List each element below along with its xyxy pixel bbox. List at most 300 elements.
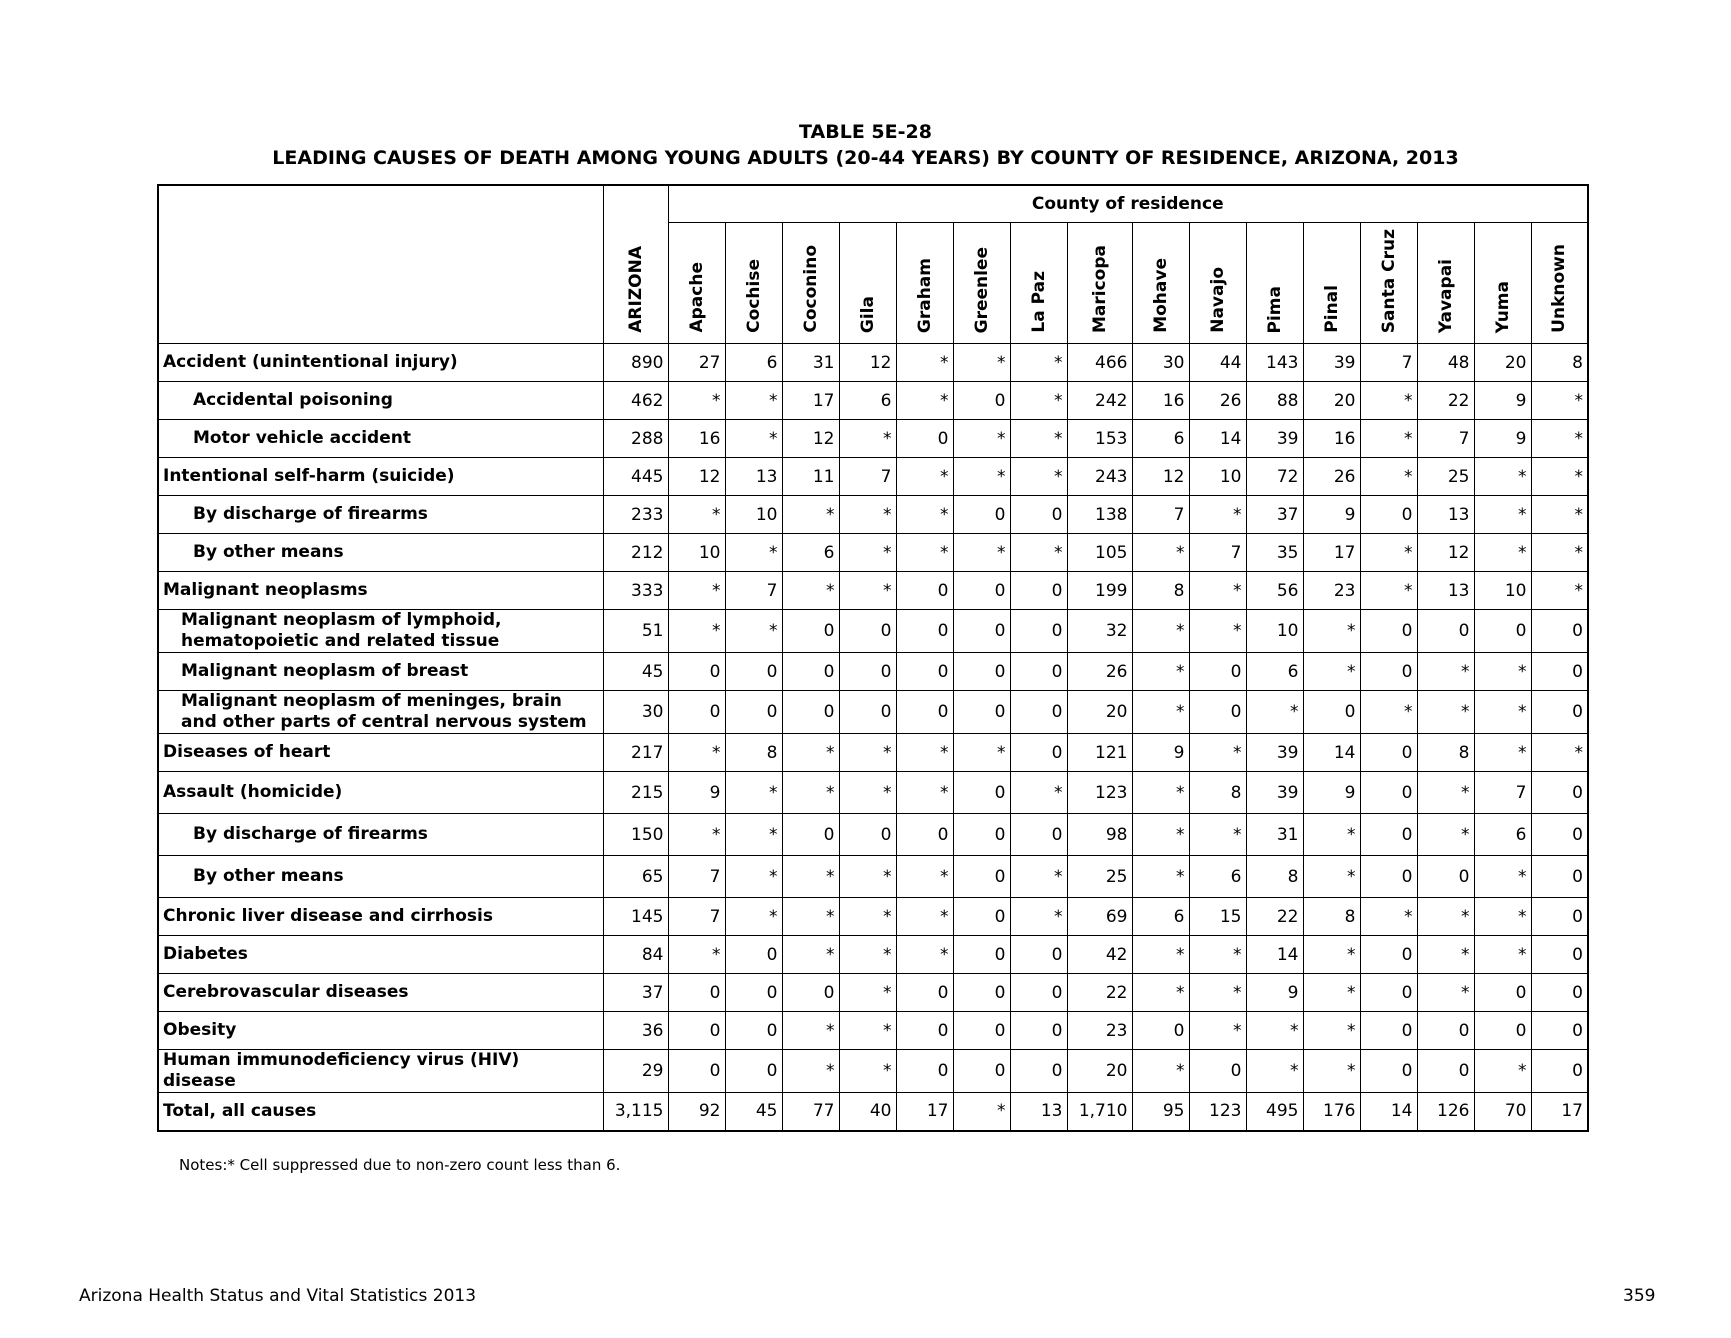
cell-county: * [1417,898,1474,936]
cell-county: 0 [1132,1012,1189,1050]
cell-county: * [1246,691,1303,734]
cause-label: Malignant neoplasms [158,572,603,610]
column-header-county [1189,223,1246,344]
cell-county: 9 [1474,382,1531,420]
cell-county: * [725,534,782,572]
cell-county: * [1132,936,1189,974]
cell-county: * [839,1012,896,1050]
cell-county: 0 [953,856,1010,898]
cell-county: 8 [1417,734,1474,772]
cause-label: Motor vehicle accident [158,420,603,458]
cause-label: Obesity [158,1012,603,1050]
cell-county: 10 [1246,610,1303,653]
cell-county: 12 [1132,458,1189,496]
cell-county: * [839,420,896,458]
cell-county: 48 [1417,344,1474,382]
table-row [158,496,1588,534]
cell-arizona: 51 [603,610,668,653]
column-header-label: Yuma [1492,280,1513,333]
cell-county: 7 [1474,772,1531,814]
cell-county: * [1474,898,1531,936]
cell-county: 0 [1531,691,1588,734]
cell-county: 0 [1360,1012,1417,1050]
table-row [158,974,1588,1012]
cell-county: 0 [725,1012,782,1050]
cell-county: 35 [1246,534,1303,572]
cell-county: 39 [1246,772,1303,814]
cell-county: * [1132,974,1189,1012]
cell-county: 39 [1246,420,1303,458]
cell-county: 0 [839,814,896,856]
cause-label: Diabetes [158,936,603,974]
column-header-label: Coconino [800,245,821,333]
cell-county: * [1417,772,1474,814]
cell-county: 105 [1067,534,1132,572]
cell-county: * [1010,458,1067,496]
column-header-county [1360,223,1417,344]
cell-county: * [1189,974,1246,1012]
cell-county: * [1132,653,1189,691]
cell-county: 14 [1303,734,1360,772]
cell-county: 0 [1010,974,1067,1012]
cell-county: * [1132,772,1189,814]
table-row [158,534,1588,572]
column-header-county [839,223,896,344]
cell-county: * [839,572,896,610]
column-header-county [1474,223,1531,344]
cell-county: 17 [896,1093,953,1131]
cell-county: * [1189,734,1246,772]
cell-county: 0 [896,1050,953,1093]
cell-county: 22 [1246,898,1303,936]
cell-county: * [1417,691,1474,734]
cell-county: 0 [953,974,1010,1012]
cell-county: 0 [725,653,782,691]
cell-county: * [1132,691,1189,734]
cell-county: * [668,382,725,420]
cell-county: 0 [1417,1050,1474,1093]
cell-county: * [1360,691,1417,734]
cell-county: 0 [1360,936,1417,974]
cell-county: 15 [1189,898,1246,936]
cell-county: 56 [1246,572,1303,610]
cell-county: 0 [725,1050,782,1093]
header-blank-cell [158,185,603,344]
cell-county: * [1360,572,1417,610]
cell-county: * [1474,653,1531,691]
cell-county: 14 [1360,1093,1417,1131]
column-header-label: Pima [1264,285,1285,333]
cell-county: * [1010,534,1067,572]
table-row [158,344,1588,382]
cell-county: 6 [782,534,839,572]
cell-county: 10 [725,496,782,534]
cell-county: * [1303,856,1360,898]
cell-county: * [1303,814,1360,856]
cell-county: * [725,814,782,856]
cell-county: 17 [782,382,839,420]
cause-label: Assault (homicide) [158,772,603,814]
cell-county: 20 [1067,1050,1132,1093]
cell-county: 0 [953,1050,1010,1093]
table-row [158,1050,1588,1093]
cell-county: 0 [1360,496,1417,534]
cell-county: * [953,534,1010,572]
cell-county: 8 [1531,344,1588,382]
cell-county: 0 [1360,772,1417,814]
cell-county: 17 [1303,534,1360,572]
cell-county: 123 [1067,772,1132,814]
cell-county: * [1531,534,1588,572]
cause-label: Cerebrovascular diseases [158,974,603,1012]
cell-county: 0 [1474,1012,1531,1050]
county-of-residence-header: County of residence [668,185,1588,223]
cell-county: 0 [1189,1050,1246,1093]
cell-county: * [839,856,896,898]
column-header-label: Navajo [1207,267,1228,333]
cell-county: * [782,572,839,610]
cell-county: * [1010,382,1067,420]
cell-county: 88 [1246,382,1303,420]
cell-county: * [1417,653,1474,691]
cell-county: 6 [1132,420,1189,458]
cell-county: * [1132,610,1189,653]
cell-arizona: 462 [603,382,668,420]
cell-county: 0 [1531,856,1588,898]
cell-county: * [1531,382,1588,420]
cell-county: 9 [1303,496,1360,534]
cell-county: * [725,610,782,653]
cause-label: By discharge of firearms [158,496,603,534]
cell-county: 0 [1531,936,1588,974]
cause-label: Human immunodeficiency virus (HIV) disease [158,1050,603,1093]
cell-county: 0 [668,653,725,691]
cell-county: 0 [1010,610,1067,653]
column-header-county [1246,223,1303,344]
cell-county: * [1010,772,1067,814]
cell-county: 0 [1531,814,1588,856]
column-header-label: Mohave [1150,258,1171,333]
table-row [158,898,1588,936]
column-header-county [1132,223,1189,344]
cell-county: 9 [1303,772,1360,814]
cell-county: 11 [782,458,839,496]
cell-county: 123 [1189,1093,1246,1131]
cell-arizona: 30 [603,691,668,734]
cell-county: 25 [1067,856,1132,898]
cell-county: * [839,974,896,1012]
column-header-county [1067,223,1132,344]
cell-arizona: 890 [603,344,668,382]
cell-county: * [953,344,1010,382]
cell-county: * [839,936,896,974]
table-row [158,936,1588,974]
cell-county: 0 [1360,653,1417,691]
cell-county: 27 [668,344,725,382]
cell-county: * [896,856,953,898]
cell-county: * [1189,496,1246,534]
column-header-label: Santa Cruz [1378,228,1399,333]
cell-arizona: 233 [603,496,668,534]
cause-label: By discharge of firearms [158,814,603,856]
cell-county: 12 [668,458,725,496]
cell-county: 242 [1067,382,1132,420]
cell-county: 138 [1067,496,1132,534]
cell-arizona: 37 [603,974,668,1012]
cell-county: 0 [1531,610,1588,653]
cell-county: 23 [1303,572,1360,610]
cell-county: 0 [953,772,1010,814]
column-header-label: Graham [914,257,935,333]
cell-county: * [1417,974,1474,1012]
cell-county: * [1010,344,1067,382]
cell-county: 0 [896,974,953,1012]
cell-county: 12 [1417,534,1474,572]
cell-county: 0 [1417,610,1474,653]
cell-county: 13 [725,458,782,496]
cell-county: * [1531,572,1588,610]
cell-county: 0 [1010,572,1067,610]
cell-county: * [668,936,725,974]
cell-county: * [668,610,725,653]
cell-county: * [1303,974,1360,1012]
cell-county: 0 [1010,653,1067,691]
cell-county: * [1189,814,1246,856]
column-header-label: Cochise [743,259,764,333]
cell-county: * [782,496,839,534]
cell-county: 0 [1531,1050,1588,1093]
cell-county: 13 [1417,572,1474,610]
cell-county: 14 [1189,420,1246,458]
cell-county: 7 [1132,496,1189,534]
column-header-label: Greenlee [971,246,992,333]
cell-county: 0 [839,691,896,734]
cell-county: 8 [1246,856,1303,898]
cell-arizona: 445 [603,458,668,496]
cause-label: Accidental poisoning [158,382,603,420]
cell-county: * [1531,496,1588,534]
cell-county: 0 [1417,1012,1474,1050]
table-row [158,382,1588,420]
cell-county: 16 [1132,382,1189,420]
cell-county: 92 [668,1093,725,1131]
cell-county: * [1303,610,1360,653]
table-row [158,610,1588,653]
cell-county: 0 [1531,974,1588,1012]
cause-label: Total, all causes [158,1093,603,1131]
cell-county: 0 [1417,856,1474,898]
cell-county: * [1474,534,1531,572]
cell-county: 0 [1360,1050,1417,1093]
cell-county: 32 [1067,610,1132,653]
cell-county: * [839,1050,896,1093]
cell-county: * [782,734,839,772]
cell-arizona: 150 [603,814,668,856]
column-header-label: Yavapai [1435,258,1456,333]
cell-county: * [1360,458,1417,496]
column-header-county [896,223,953,344]
cell-county: * [896,458,953,496]
cell-county: * [1010,856,1067,898]
cell-county: 23 [1067,1012,1132,1050]
cell-county: 7 [668,856,725,898]
cause-label: Malignant neoplasm of meninges, brain and other parts of central nervous system [158,691,603,734]
cell-county: 0 [725,974,782,1012]
cause-label: By other means [158,856,603,898]
cell-county: * [782,772,839,814]
column-header-county [668,223,725,344]
cell-county: * [896,898,953,936]
cell-county: 0 [782,691,839,734]
column-header-county [782,223,839,344]
cell-county: 13 [1417,496,1474,534]
column-header-label: ARIZONA [625,246,646,333]
cell-county: * [1474,936,1531,974]
table-row [158,653,1588,691]
cell-county: * [1132,1050,1189,1093]
cell-county: * [1474,496,1531,534]
cell-county: 0 [1303,691,1360,734]
cell-county: * [839,898,896,936]
cell-arizona: 36 [603,1012,668,1050]
cell-county: * [1360,898,1417,936]
cell-county: 0 [839,653,896,691]
table-row [158,420,1588,458]
cell-county: * [1189,572,1246,610]
cell-county: * [668,814,725,856]
cell-county: 0 [1010,496,1067,534]
cell-county: * [953,458,1010,496]
table-row [158,458,1588,496]
cell-county: 6 [1474,814,1531,856]
cell-county: 0 [1360,856,1417,898]
cell-county: 0 [1474,610,1531,653]
cell-county: * [1303,653,1360,691]
cell-county: 0 [1010,814,1067,856]
cell-county: 0 [953,572,1010,610]
cell-county: 6 [1189,856,1246,898]
table-row [158,856,1588,898]
cell-county: 7 [1417,420,1474,458]
cell-county: 126 [1417,1093,1474,1131]
column-header-label: Maricopa [1089,245,1110,333]
cell-county: 22 [1417,382,1474,420]
cell-county: * [839,534,896,572]
cell-county: * [1474,856,1531,898]
cell-county: 0 [1360,814,1417,856]
cell-county: * [1303,1050,1360,1093]
cell-county: 95 [1132,1093,1189,1131]
cell-county: 0 [1360,734,1417,772]
cell-county: * [1474,458,1531,496]
cell-county: 0 [668,691,725,734]
cell-county: 0 [782,610,839,653]
cell-county: 143 [1246,344,1303,382]
table-title-block [0,119,1731,171]
cell-county: * [896,382,953,420]
cell-county: 40 [839,1093,896,1131]
cell-county: 98 [1067,814,1132,856]
cell-county: 0 [1010,1050,1067,1093]
cell-county: 8 [725,734,782,772]
cell-county: 0 [953,691,1010,734]
table-row [158,572,1588,610]
cell-county: 44 [1189,344,1246,382]
footer-publication: Arizona Health Status and Vital Statistics 2013 [79,1286,477,1306]
cell-county: * [668,572,725,610]
table-row [158,814,1588,856]
cell-county: * [953,1093,1010,1131]
cell-county: 30 [1132,344,1189,382]
cell-county: 466 [1067,344,1132,382]
cell-county: 0 [896,420,953,458]
cell-county: * [1303,1012,1360,1050]
column-header-label: Apache [686,262,707,333]
cell-county: 0 [953,814,1010,856]
cell-county: * [1246,1012,1303,1050]
cell-county: * [725,420,782,458]
cell-county: 0 [782,653,839,691]
cell-county: 495 [1246,1093,1303,1131]
cell-county: 0 [1531,1012,1588,1050]
cell-county: 153 [1067,420,1132,458]
cell-county: * [1132,814,1189,856]
table-row [158,691,1588,734]
cell-county: * [782,856,839,898]
cell-arizona: 333 [603,572,668,610]
cell-county: * [1010,420,1067,458]
cell-county: 12 [839,344,896,382]
cell-county: 9 [668,772,725,814]
column-header-county [1417,223,1474,344]
cell-county: 8 [1132,572,1189,610]
cause-label: Chronic liver disease and cirrhosis [158,898,603,936]
cell-county: 0 [1010,936,1067,974]
cell-county: * [1132,534,1189,572]
cell-county: * [896,734,953,772]
cell-county: 31 [782,344,839,382]
cell-county: * [725,856,782,898]
column-header-county [1303,223,1360,344]
cell-county: 14 [1246,936,1303,974]
cell-county: 26 [1067,653,1132,691]
cause-label: Malignant neoplasm of lymphoid, hematopoietic and related tissue [158,610,603,653]
cell-county: * [725,772,782,814]
cell-arizona: 212 [603,534,668,572]
cell-county: * [782,1050,839,1093]
cell-county: 25 [1417,458,1474,496]
cell-county: * [1360,382,1417,420]
cell-county: 0 [1189,653,1246,691]
page-number: 359 [1623,1286,1656,1306]
cause-label: Accident (unintentional injury) [158,344,603,382]
cell-county: 1,710 [1067,1093,1132,1131]
cell-county: 13 [1010,1093,1067,1131]
cell-county: 17 [1531,1093,1588,1131]
cell-county: 0 [1360,610,1417,653]
cell-county: 37 [1246,496,1303,534]
cell-county: 0 [953,610,1010,653]
cell-county: * [953,734,1010,772]
table-row [158,772,1588,814]
cell-county: * [1010,898,1067,936]
column-header-label: Gila [857,295,878,333]
cell-county: 39 [1246,734,1303,772]
cell-county: 7 [725,572,782,610]
cell-county: 0 [1010,1012,1067,1050]
cell-county: * [896,534,953,572]
column-header-label: Unknown [1549,244,1570,333]
